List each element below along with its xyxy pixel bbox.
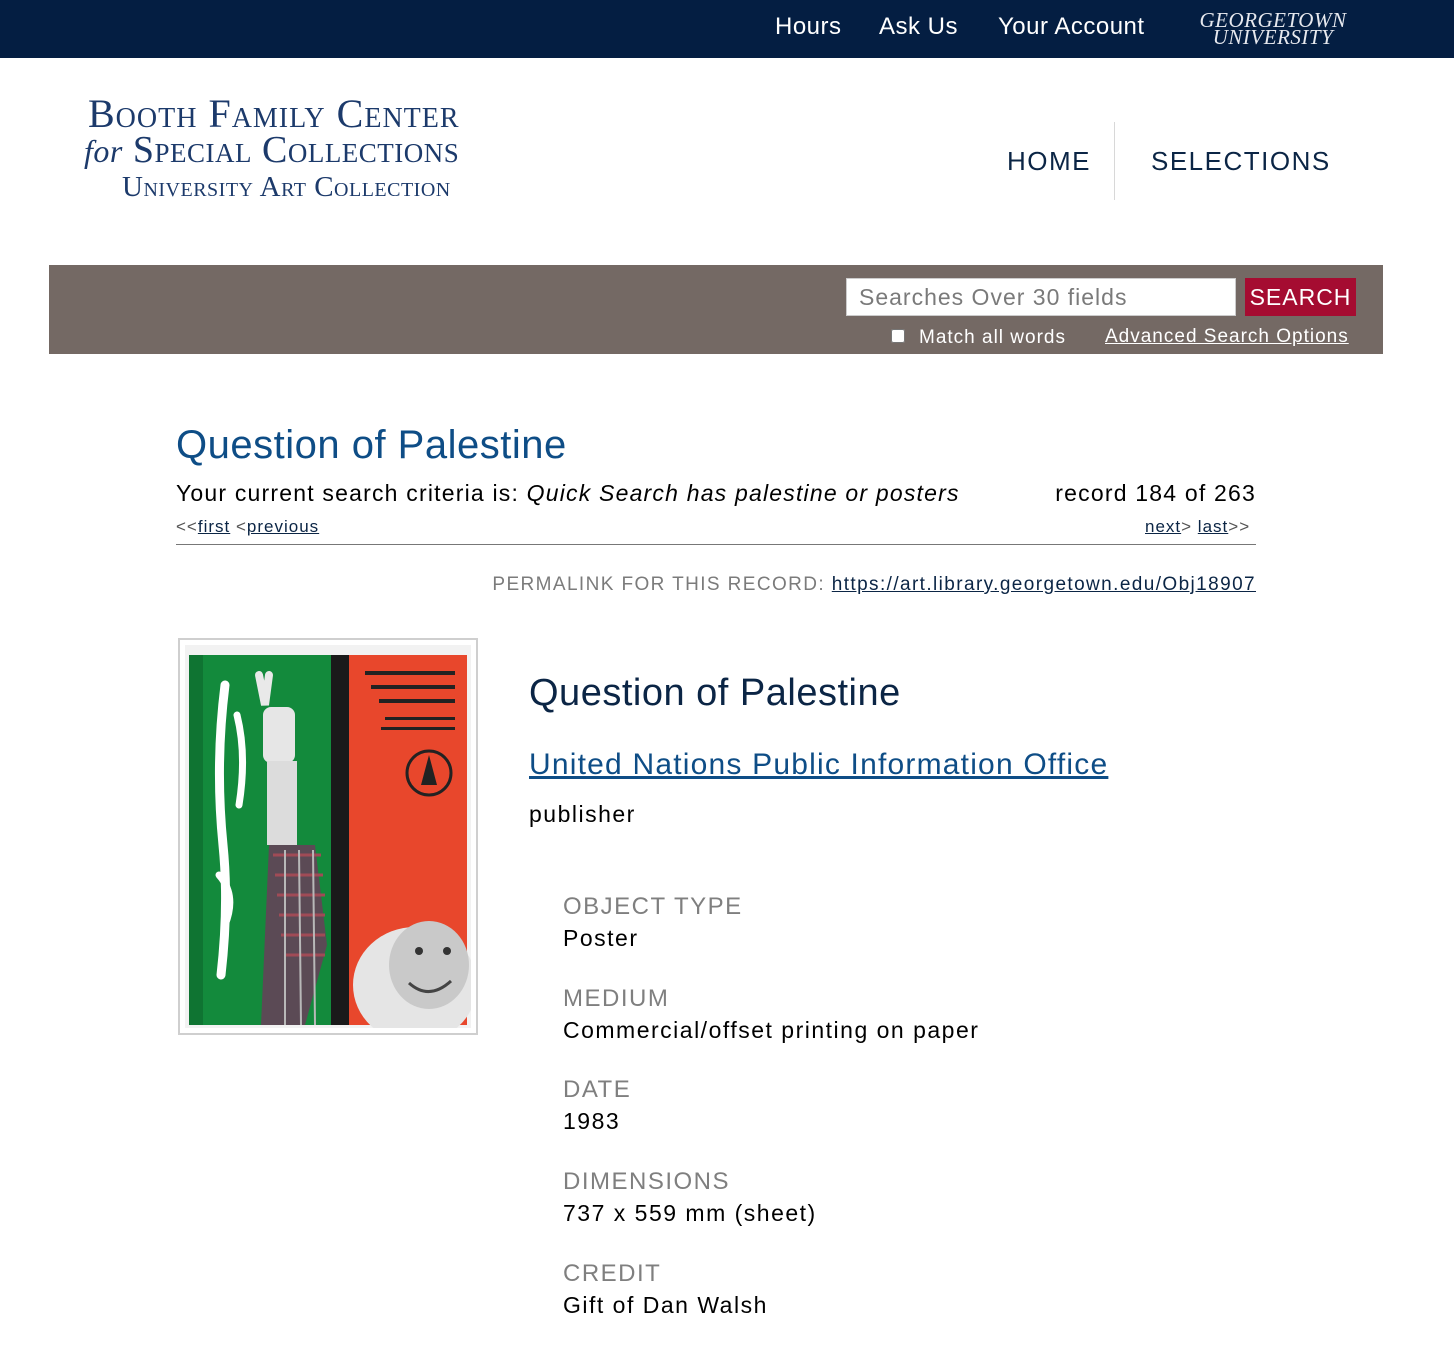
- permalink-label: PERMALINK FOR THIS RECORD:: [492, 574, 826, 595]
- pager-forward: next> last>>: [1145, 517, 1251, 536]
- university-logo-line2: UNIVERSITY: [1212, 25, 1334, 49]
- nav-selections[interactable]: SELECTIONS: [1151, 146, 1331, 176]
- match-all-words-label: Match all words: [919, 327, 1066, 348]
- field-value: 737 x 559 mm (sheet): [563, 1200, 817, 1226]
- logo-for-word: for: [84, 133, 123, 169]
- field-date: [563, 1075, 631, 1137]
- nav-home[interactable]: HOME: [1007, 146, 1091, 176]
- university-logo-line1: GEORGETOWN: [1199, 8, 1347, 32]
- search-bar: [49, 265, 1383, 354]
- hours-link[interactable]: Hours: [775, 13, 842, 40]
- nav-divider: [1114, 122, 1115, 200]
- criteria-query: Quick Search has palestine or posters: [526, 480, 960, 506]
- maker-role: publisher: [529, 801, 636, 827]
- field-label: OBJECT TYPE: [563, 893, 743, 920]
- field-label: CREDIT: [563, 1260, 662, 1287]
- previous-link[interactable]: previous: [246, 517, 320, 536]
- object-image[interactable]: [178, 638, 478, 1035]
- field-value: Poster: [563, 925, 639, 951]
- last-link[interactable]: last: [1197, 517, 1229, 536]
- top-utility-bar: [0, 0, 1454, 58]
- ask-us-link[interactable]: Ask Us: [879, 13, 959, 40]
- advanced-search-link[interactable]: Advanced Search Options: [1105, 326, 1349, 347]
- logo-line2-text: Special Collections: [132, 129, 460, 171]
- logo-line2: [84, 129, 494, 171]
- pager-back: <<first <previous: [176, 517, 320, 536]
- first-link[interactable]: first: [197, 517, 231, 536]
- field-dimensions: [563, 1167, 817, 1229]
- search-button[interactable]: SEARCH: [1245, 278, 1356, 316]
- field-label: DATE: [563, 1076, 632, 1103]
- header-divider: [176, 544, 1256, 545]
- georgetown-university-logo[interactable]: [1190, 8, 1356, 49]
- search-input[interactable]: [846, 278, 1236, 316]
- field-value: 1983: [563, 1108, 621, 1134]
- permalink: [176, 574, 1256, 596]
- field-object-type: [563, 892, 743, 954]
- field-credit: [563, 1259, 768, 1321]
- site-logo[interactable]: [84, 91, 494, 205]
- criteria-prefix: Your current search criteria is:: [176, 480, 520, 506]
- logo-line3: University Art Collection: [122, 171, 451, 203]
- page-title: Question of Palestine: [176, 423, 567, 467]
- poster-image: [185, 645, 471, 1028]
- field-value: Gift of Dan Walsh: [563, 1292, 768, 1318]
- next-link[interactable]: next: [1145, 517, 1182, 536]
- your-account-link[interactable]: Your Account: [998, 13, 1145, 40]
- field-medium: [563, 984, 979, 1046]
- object-title: Question of Palestine: [529, 672, 901, 714]
- maker-link[interactable]: United Nations Public Information Office: [529, 748, 1109, 781]
- field-label: DIMENSIONS: [563, 1168, 731, 1195]
- match-all-words-checkbox[interactable]: [891, 329, 905, 343]
- field-value: Commercial/offset printing on paper: [563, 1017, 980, 1043]
- record-count: record 184 of 263: [1055, 480, 1256, 506]
- permalink-url[interactable]: https://art.library.georgetown.edu/Obj18907: [831, 574, 1256, 595]
- logo-line1: Booth Family Center: [88, 91, 460, 136]
- search-criteria: [176, 480, 960, 507]
- field-label: MEDIUM: [563, 985, 670, 1012]
